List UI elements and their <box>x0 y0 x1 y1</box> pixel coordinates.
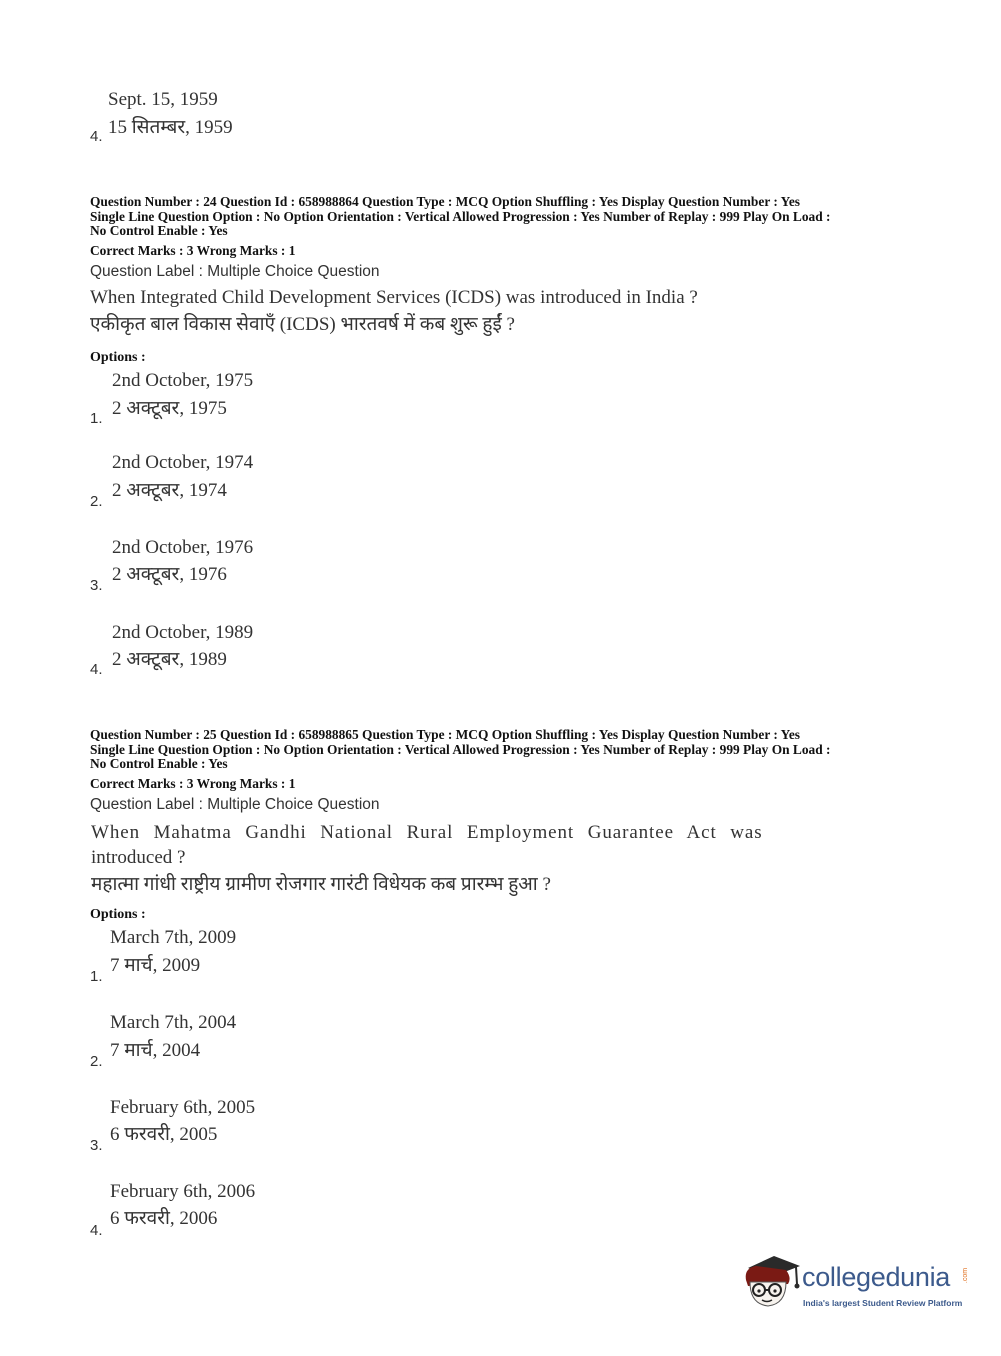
q25-option-1-number: 1. <box>90 968 103 985</box>
q24-marks: Correct Marks : 3 Wrong Marks : 1 <box>90 243 296 258</box>
q25-option-4-number: 4. <box>90 1222 103 1239</box>
q25-options-label: Options : <box>90 907 146 922</box>
q24-option-2-hi: 2 अक्टूबर, 1974 <box>112 480 227 501</box>
mascot-icon <box>740 1250 802 1312</box>
q24-question-text-en: When Integrated Child Development Services (ICDS) was introduced in India ? <box>90 287 698 308</box>
q25-option-3-en: February 6th, 2005 <box>110 1097 256 1118</box>
q24-meta-line-1: Question Number : 24 Question Id : 658988864 Question Type : MCQ Option Shuffling : Yes Display Question Number : Yes <box>90 194 801 209</box>
q25-option-1-hi: 7 मार्च, 2009 <box>110 955 201 976</box>
q25-option-1-en: March 7th, 2009 <box>110 927 237 948</box>
q24-option-4-number: 4. <box>90 661 103 678</box>
q24-option-1-number: 1. <box>90 410 103 427</box>
prev-option-4-hi: 15 सितम्बर, 1959 <box>108 117 233 138</box>
q25-option-2-hi: 7 मार्च, 2004 <box>110 1040 201 1061</box>
q25-option-3-number: 3. <box>90 1137 103 1154</box>
q25-meta-line-2: Single Line Question Option : No Option Orientation : Vertical Allowed Progression : Yes Number of Replay : 999 Play On Load : <box>90 742 831 757</box>
q24-options-label: Options : <box>90 350 146 365</box>
q25-meta-line-3: No Control Enable : Yes <box>90 756 228 771</box>
q25-option-4-en: February 6th, 2006 <box>110 1181 256 1202</box>
q24-question-text-hi: एकीकृत बाल विकास सेवाएँ (ICDS) भारतवर्ष में कब शुरू हुईं ? <box>90 314 515 335</box>
q24-option-2-number: 2. <box>90 493 103 510</box>
logo-com: .com <box>962 1267 970 1284</box>
q24-option-4-hi: 2 अक्टूबर, 1989 <box>112 649 227 670</box>
q24-option-4-en: 2nd October, 1989 <box>112 622 254 643</box>
q24-option-3-number: 3. <box>90 577 103 594</box>
q24-option-1-en: 2nd October, 1975 <box>112 370 254 391</box>
q24-option-3-hi: 2 अक्टूबर, 1976 <box>112 564 227 585</box>
q25-question-text-en-line-2: introduced ? <box>91 847 186 868</box>
q25-option-4-hi: 6 फरवरी, 2006 <box>110 1208 218 1229</box>
q25-question-text-hi: महात्मा गांधी राष्ट्रीय ग्रामीण रोजगार गारंटी विधेयक कब प्रारम्भ हुआ ? <box>91 874 551 895</box>
q25-marks: Correct Marks : 3 Wrong Marks : 1 <box>90 776 296 791</box>
collegedunia-logo <box>740 1250 970 1320</box>
q25-question-label: Question Label : Multiple Choice Question <box>90 796 380 813</box>
q24-option-1-hi: 2 अक्टूबर, 1975 <box>112 398 227 419</box>
logo-wordmark: collegedunia <box>802 1262 951 1292</box>
q24-question-label: Question Label : Multiple Choice Question <box>90 263 380 280</box>
q25-option-2-number: 2. <box>90 1053 103 1070</box>
q25-option-3-hi: 6 फरवरी, 2005 <box>110 1124 218 1145</box>
q24-option-2-en: 2nd October, 1974 <box>112 452 254 473</box>
q24-option-3-en: 2nd October, 1976 <box>112 537 254 558</box>
q25-question-text-en-line-1: When Mahatma Gandhi National Rural Employment Guarantee Act was <box>91 822 763 843</box>
logo-tagline: India's largest Student Review Platform <box>803 1298 963 1308</box>
q24-meta-line-3: No Control Enable : Yes <box>90 223 228 238</box>
q24-meta-line-2: Single Line Question Option : No Option Orientation : Vertical Allowed Progression : Yes Number of Replay : 999 Play On Load : <box>90 209 831 224</box>
prev-option-4-number: 4. <box>90 128 103 145</box>
q25-meta-line-1: Question Number : 25 Question Id : 658988865 Question Type : MCQ Option Shuffling : Yes Display Question Number : Yes <box>90 727 801 742</box>
q25-option-2-en: March 7th, 2004 <box>110 1012 237 1033</box>
prev-option-4-en: Sept. 15, 1959 <box>108 89 218 110</box>
